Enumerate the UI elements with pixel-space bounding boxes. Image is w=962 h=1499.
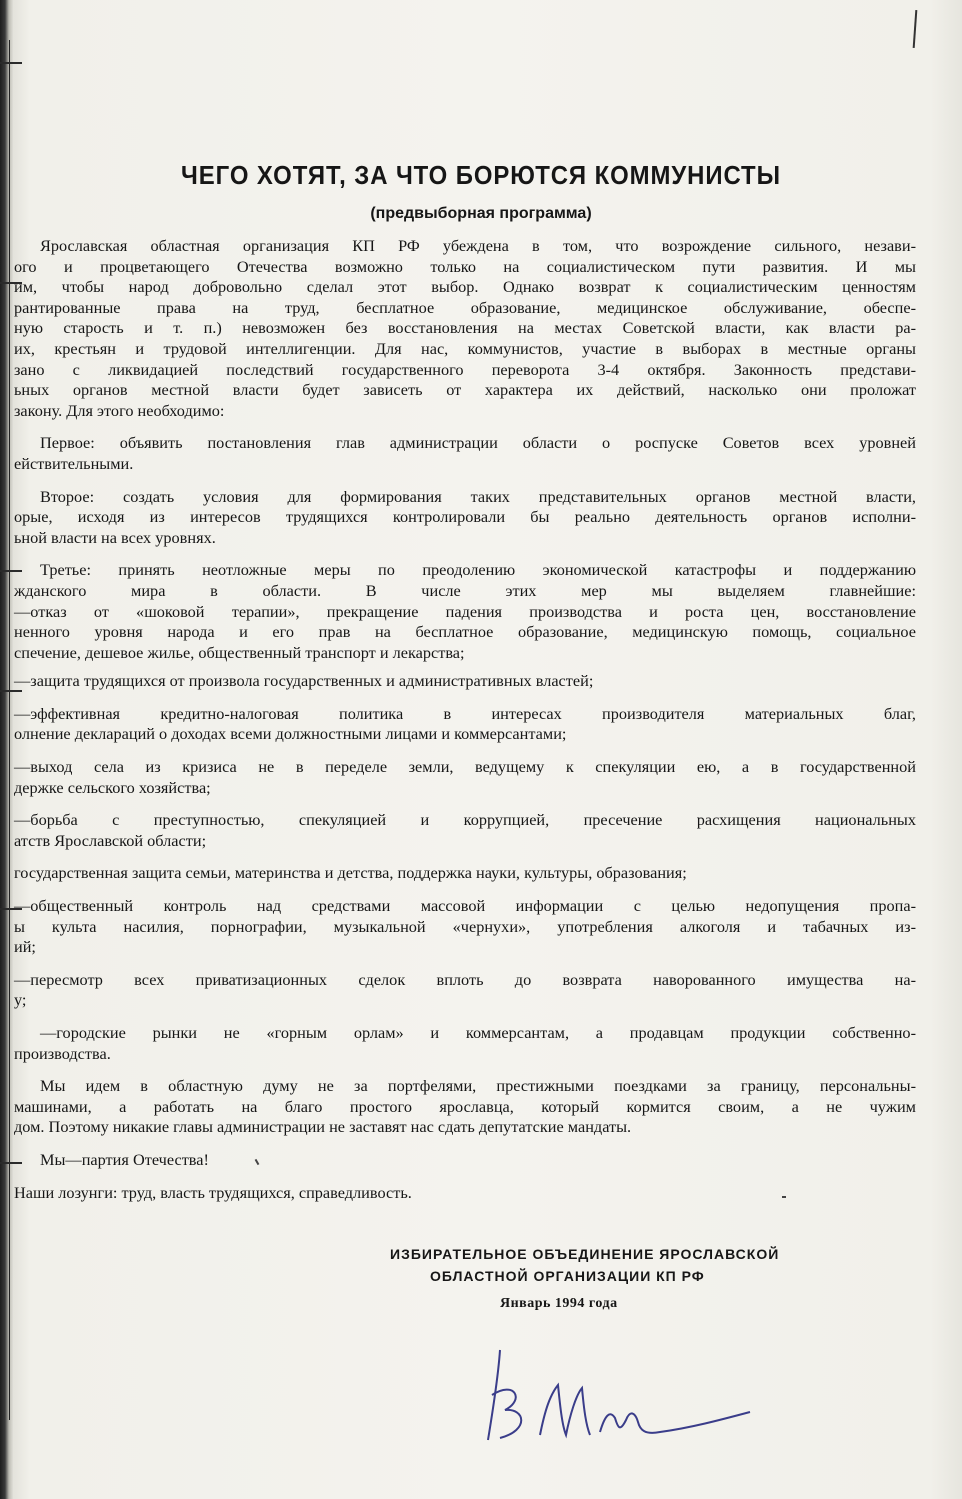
document-title: ЧЕГО ХОТЯТ, ЗА ЧТО БОРЮТСЯ КОММУНИСТЫ [181, 160, 781, 190]
text-line: —городские рынки не «горным орлам» и коммерсантам, а продавцам продукции собственно- [40, 1023, 916, 1042]
paragraph [0, 433, 962, 474]
paragraph [0, 487, 962, 549]
paragraph-gap [0, 745, 962, 757]
signature-block [0, 1243, 962, 1315]
paragraph-gap [0, 663, 962, 671]
paragraph-gap [0, 884, 962, 896]
text-line: —пересмотр всех приватизационных сделок вплоть до возврата наворованного имущества на- [14, 969, 916, 989]
paragraph-gap [0, 1138, 962, 1150]
text-line: —борьба с преступностью, спекуляцией и коррупцией, пресечение расхищения национальных [14, 810, 916, 830]
text-line: Мы—партия Отечества! [40, 1149, 209, 1169]
text-line: —защита трудящихся от произвола государственных и административных властей; [14, 671, 594, 691]
text-line: производства. [14, 1043, 111, 1063]
text-line: спечение, дешевое жилье, общественный транспорт и лекарства; [14, 642, 465, 662]
text-line: их, крестьян и трудовой интеллигенции. Для нас, коммунистов, участие в выборах в местные органы [14, 338, 916, 358]
text-line: государственная защита семьи, материнства и детства, поддержка науки, культуры, образования; [14, 863, 687, 883]
text-line: Второе: создать условия для формирования таких представительных органов местной власти, [40, 486, 916, 506]
text-line: ействительными. [14, 453, 134, 473]
paragraph-gap [0, 851, 962, 863]
text-line: им, чтобы народ добровольно сделал этот выбор. Однако возврат к социалистическим ценностям [14, 277, 916, 297]
signature-date: Январь 1994 года [500, 1296, 618, 1311]
text-line: Первое: объявить постановления глав администрации области о роспуске Советов всех уровней [40, 433, 916, 453]
paragraph [0, 560, 962, 663]
text-line: ную старость и т. п.) невозможен без восстановления на местах Советской власти, как власти ра- [14, 318, 916, 338]
text-line: —общественный контроль над средствами массовой информации с целью недопущения пропа- [14, 896, 916, 916]
stray-mark [782, 1196, 786, 1198]
text-line: ий; [14, 937, 36, 957]
text-line: у; [14, 990, 27, 1010]
text-line: машинами, а работать на благо простого ярославца, который кормится своим, а не чужим [14, 1096, 916, 1116]
paragraph [0, 236, 962, 421]
paragraph [0, 1076, 962, 1138]
text-line: —выход села из кризиса не в переделе земли, ведущему к спекуляции ею, а в государственной [14, 757, 916, 777]
text-line: рантированные права на труд, бесплатное образование, медицинское обслуживание, обеспе- [14, 297, 916, 317]
text-line: ненного уровня народа и его прав на бесплатное образование, медицинскую помощь, социальное [14, 622, 916, 642]
signature-org-line-2: ОБЛАСТНОЙ ОРГАНИЗАЦИИ КП РФ [430, 1268, 705, 1284]
text-line: держке сельского хозяйства; [14, 777, 211, 797]
text-line: Третье: принять неотложные меры по преодолению экономической катастрофы и поддержанию [40, 560, 916, 580]
text-line: атств Ярославской области; [14, 830, 207, 850]
paragraph-gap [0, 798, 962, 810]
paragraph-gap [0, 475, 962, 487]
paragraph [0, 1150, 962, 1171]
text-line: ьной власти на всех уровнях. [14, 527, 216, 547]
text-line: ого и процветающего Отечества возможно только на социалистическом пути развития. И мы [14, 256, 916, 276]
paragraph-gap [0, 692, 962, 704]
signature-org-line-1: ИЗБИРАТЕЛЬНОЕ ОБЪЕДИНЕНИЕ ЯРОСЛАВСКОЙ [390, 1246, 780, 1262]
paragraph-gap [0, 1064, 962, 1076]
paragraph [0, 704, 962, 745]
text-line: Ярославская областная организация КП РФ убеждена в том, что возрождение сильного, незави- [40, 236, 916, 255]
paragraph-gap [0, 421, 962, 433]
document-body [0, 236, 962, 1203]
text-line: дом. Поэтому никакие главы администрации не заставят нас сдать депутатские мандаты. [14, 1117, 632, 1137]
paragraph-gap [0, 958, 962, 970]
text-line: олнение деклараций о доходах всеми должностными лицами и коммерсантами; [14, 724, 567, 744]
paragraph-gap [0, 548, 962, 560]
paragraph [0, 671, 962, 692]
paragraph-gap [0, 1011, 962, 1023]
paragraph [0, 896, 962, 958]
text-line: ы культа насилия, порнографии, музыкальной «чернухи», употребления алкоголя и табачных из- [14, 916, 916, 936]
paragraph [0, 757, 962, 798]
text-line: Наши лозунги: труд, власть трудящихся, справедливость. [14, 1182, 412, 1202]
text-line: —эффективная кредитно-налоговая политика в интересах производителя материальных благ, [14, 703, 916, 723]
paragraph [0, 1023, 962, 1064]
paragraph [0, 970, 962, 1011]
paragraph [0, 810, 962, 851]
text-line: закону. Для этого необходимо: [14, 400, 225, 420]
document-subtitle: (предвыборная программа) [370, 205, 592, 222]
paragraph-gap [0, 1171, 962, 1183]
text-line: —отказ от «шоковой терапии», прекращение падения производства и роста цен, восстановление [14, 601, 916, 621]
pencil-mark [913, 10, 918, 48]
text-line: орые, исходя из интересов трудящихся контролировали бы реально деятельность органов исполни- [14, 507, 916, 527]
handwritten-signature [470, 1340, 770, 1450]
paragraph [0, 863, 962, 884]
text-line: жданского мира в области. В числе этих мер мы выделяем главнейшие: [14, 580, 916, 600]
margin-tick [0, 62, 22, 64]
paragraph [0, 1183, 962, 1204]
text-line: ьных органов местной власти будет зависеть от характера их действий, насколько они проложат [14, 380, 916, 400]
text-line: Мы идем в областную думу не за портфелями, престижными поездками за границу, персональны- [40, 1076, 916, 1096]
text-line: зано с ликвидацией последствий государственного переворота 3-4 октября. Законность представи- [14, 359, 916, 379]
